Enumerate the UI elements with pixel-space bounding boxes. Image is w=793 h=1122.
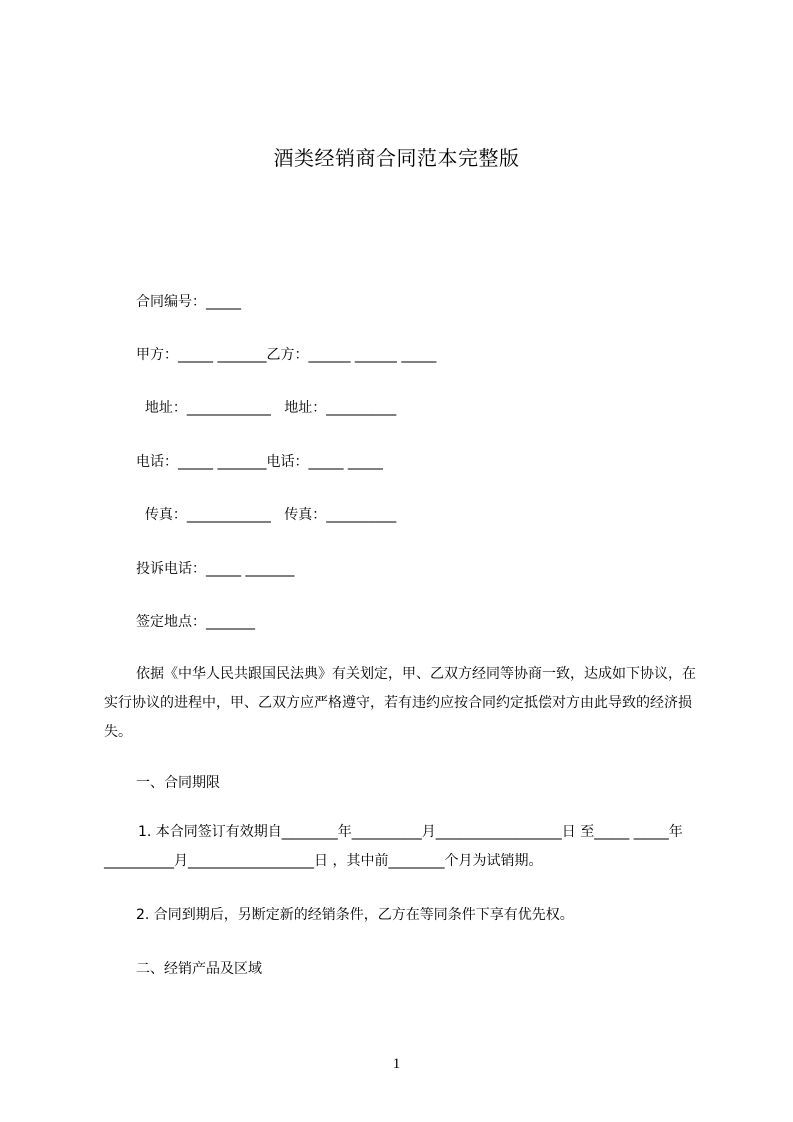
document-title: 酒类经销商合同范本完整版 bbox=[273, 146, 520, 170]
address-line: 地址：____________ 地址：__________ bbox=[136, 400, 397, 416]
signing-place-field: 签定地点：_______ bbox=[136, 614, 255, 630]
intro-paragraph: 依据《中华人民共跟国民法典》有关划定，甲、乙双方经同等协商一致，达成如下协议，在实行协议的进程中，甲、乙双方应严格遵守，若有违约应按合同约定抵偿对方由此导致的经济损失。 bbox=[104, 666, 696, 740]
phone-line: 电话：_____ _______电话：_____ _____ bbox=[136, 454, 383, 470]
clause-validity-period: 1. 本合同签订有效期自________年__________月__________________日 至_____ _____年__________月__________________日 ，其中前________个月为试销期。 bbox=[104, 824, 683, 869]
page-number: 1 bbox=[392, 1056, 401, 1072]
complaint-phone-field: 投诉电话：_____ _______ bbox=[136, 561, 295, 577]
section-heading-term: 一、合同期限 bbox=[136, 775, 220, 791]
section-heading-products-region: 二、经销产品及区域 bbox=[136, 961, 262, 977]
party-line: 甲方：_____ _______乙方：______ ______ _____ bbox=[136, 347, 437, 363]
contract-number-field: 合同编号：_____ bbox=[136, 294, 241, 310]
clause-renewal-priority: 2. 合同到期后，另断定新的经销条件，乙方在等同条件下享有优先权。 bbox=[136, 907, 574, 923]
fax-line: 传真：____________ 传真：__________ bbox=[136, 507, 397, 523]
